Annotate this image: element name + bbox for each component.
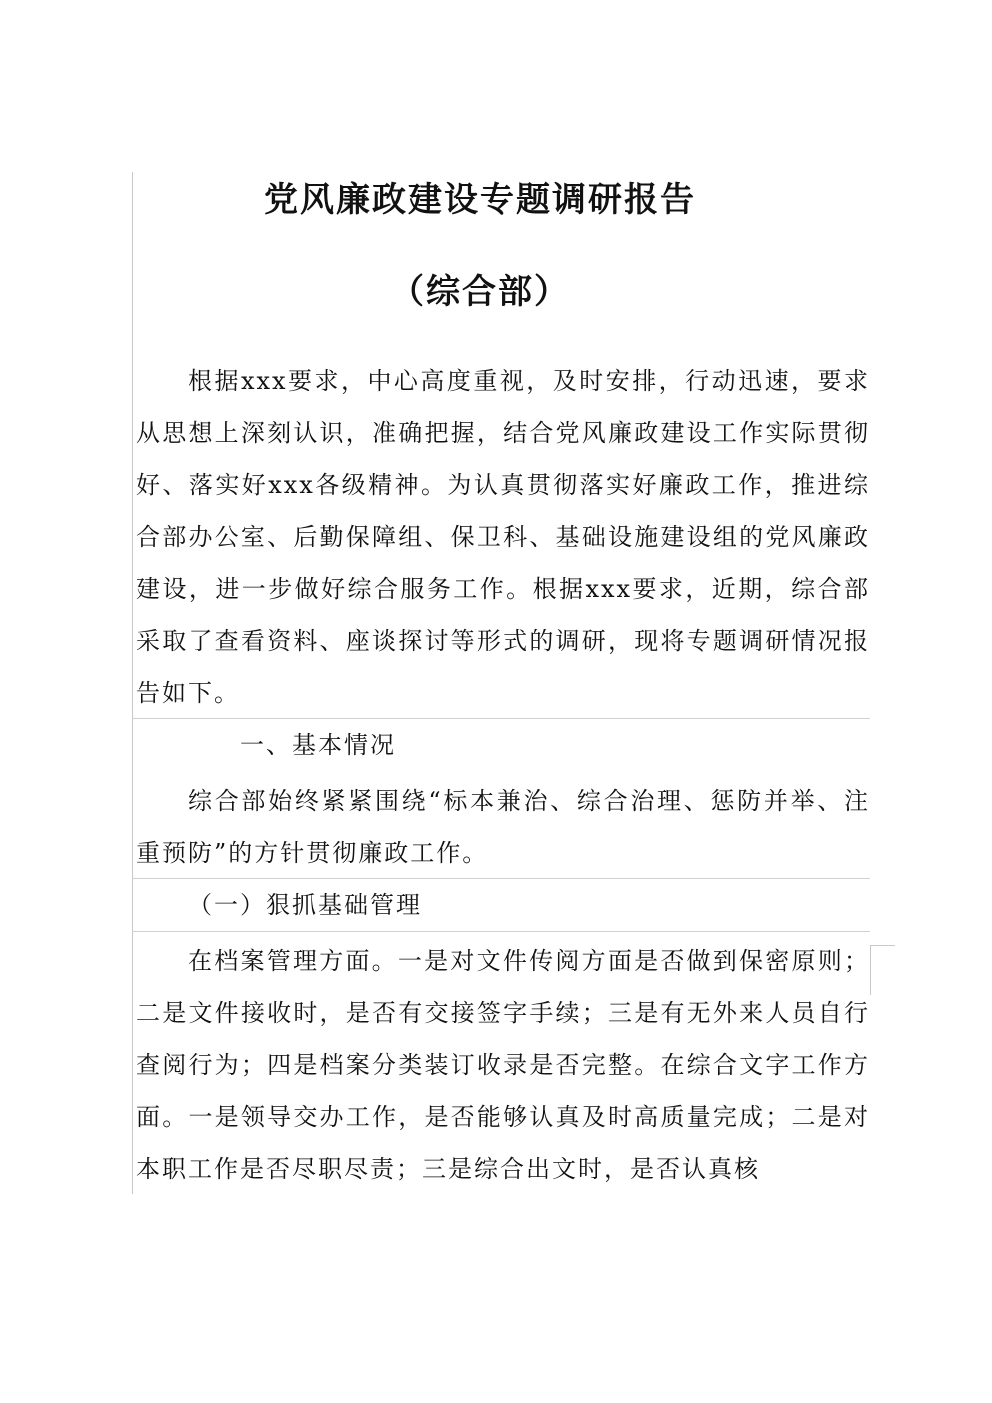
subsection-heading: （一）狠抓基础管理 [188,891,422,919]
body-paragraph: 根据xxx要求，中心高度重视，及时安排，行动迅速，要求从思想上深刻认识，准确把握，结合党风廉政建设工作实际贯彻好、落实好xxx各级精神。为认真贯彻落实好廉政工作，推进综合部办公室、后勤保障组、保卫科、基础设施建设组的党风廉政建设，进一步做好综合服务工作。根据xxx要求，近期，综合部采取了查看资料、座谈探讨等形式的调研，现将专题调研情况报告如下。 [136,367,870,707]
document-title: 党风廉政建设专题调研报告 [264,180,696,220]
margin-marker [870,945,895,995]
section-heading: 一、基本情况 [240,731,396,759]
document-subtitle: （综合部） [390,272,570,312]
body-paragraph: 在档案管理方面。一是对文件传阅方面是否做到保密原则；二是文件接收时，是否有交接签字手续；三是有无外来人员自行查阅行为；四是档案分类装订收录是否完整。在综合文字工作方面。一是领导交办工作，是否能够认真及时高质量完成；二是对本职工作是否尽职尽责；三是综合出文时，是否认真核 [136,947,870,1183]
divider-line [132,931,870,932]
body-paragraph: 综合部始终紧紧围绕“标本兼治、综合治理、惩防并举、注重预防”的方针贯彻廉政工作。 [136,787,870,867]
left-margin-rule [132,172,133,1194]
